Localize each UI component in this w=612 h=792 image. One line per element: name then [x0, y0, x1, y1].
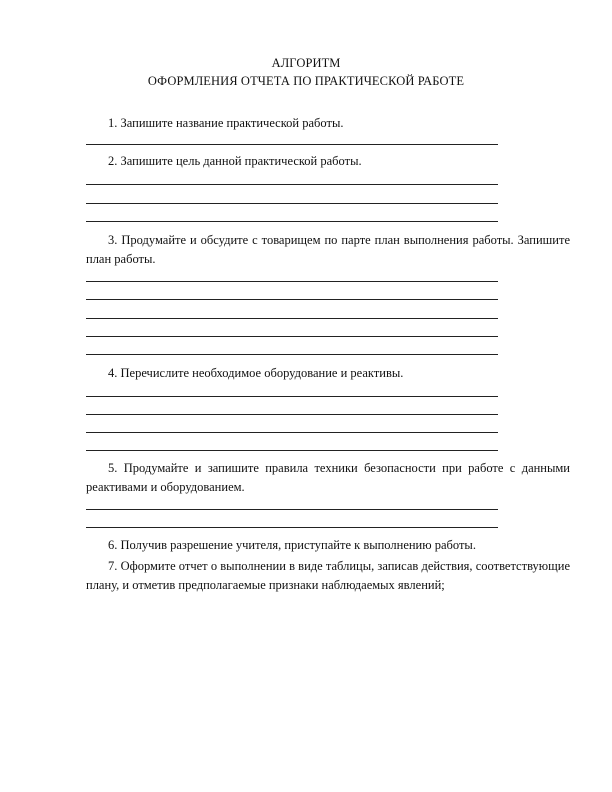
answer-line — [86, 184, 498, 185]
instruction-3: 3. Продумайте и обсудите с товарищем по парте план выполнения работы. Запишите план работы. — [86, 233, 570, 266]
instruction-5: 5. Продумайте и запишите правила техники безопасности при работе с данными реактивами и оборудованием. — [86, 461, 570, 494]
answer-line — [86, 144, 498, 145]
instruction-7: 7. Оформите отчет о выполнении в виде таблицы, записав действия, соответствующие плану, и отметив предполагаемые признаки наблюдаемых явлений; — [86, 559, 570, 592]
answer-line — [86, 396, 498, 397]
document-title: АЛГОРИТМ — [271, 56, 341, 70]
instruction-6: 6. Получив разрешение учителя, приступайте к выполнению работы. — [108, 538, 476, 552]
answer-line — [86, 509, 498, 510]
answer-line — [86, 336, 498, 337]
instruction-1: 1. Запишите название практической работы. — [108, 116, 344, 130]
document-subtitle: ОФОРМЛЕНИЯ ОТЧЕТА ПО ПРАКТИЧЕСКОЙ РАБОТЕ — [147, 74, 465, 88]
answer-line — [86, 354, 498, 355]
answer-line — [86, 281, 498, 282]
instruction-2: 2. Запишите цель данной практической работы. — [108, 154, 362, 168]
answer-line — [86, 299, 498, 300]
answer-line — [86, 432, 498, 433]
instruction-4: 4. Перечислите необходимое оборудование и реактивы. — [108, 366, 404, 380]
answer-line — [86, 318, 498, 319]
answer-line — [86, 203, 498, 204]
answer-line — [86, 221, 498, 222]
answer-line — [86, 414, 498, 415]
answer-line — [86, 527, 498, 528]
answer-line — [86, 450, 498, 451]
